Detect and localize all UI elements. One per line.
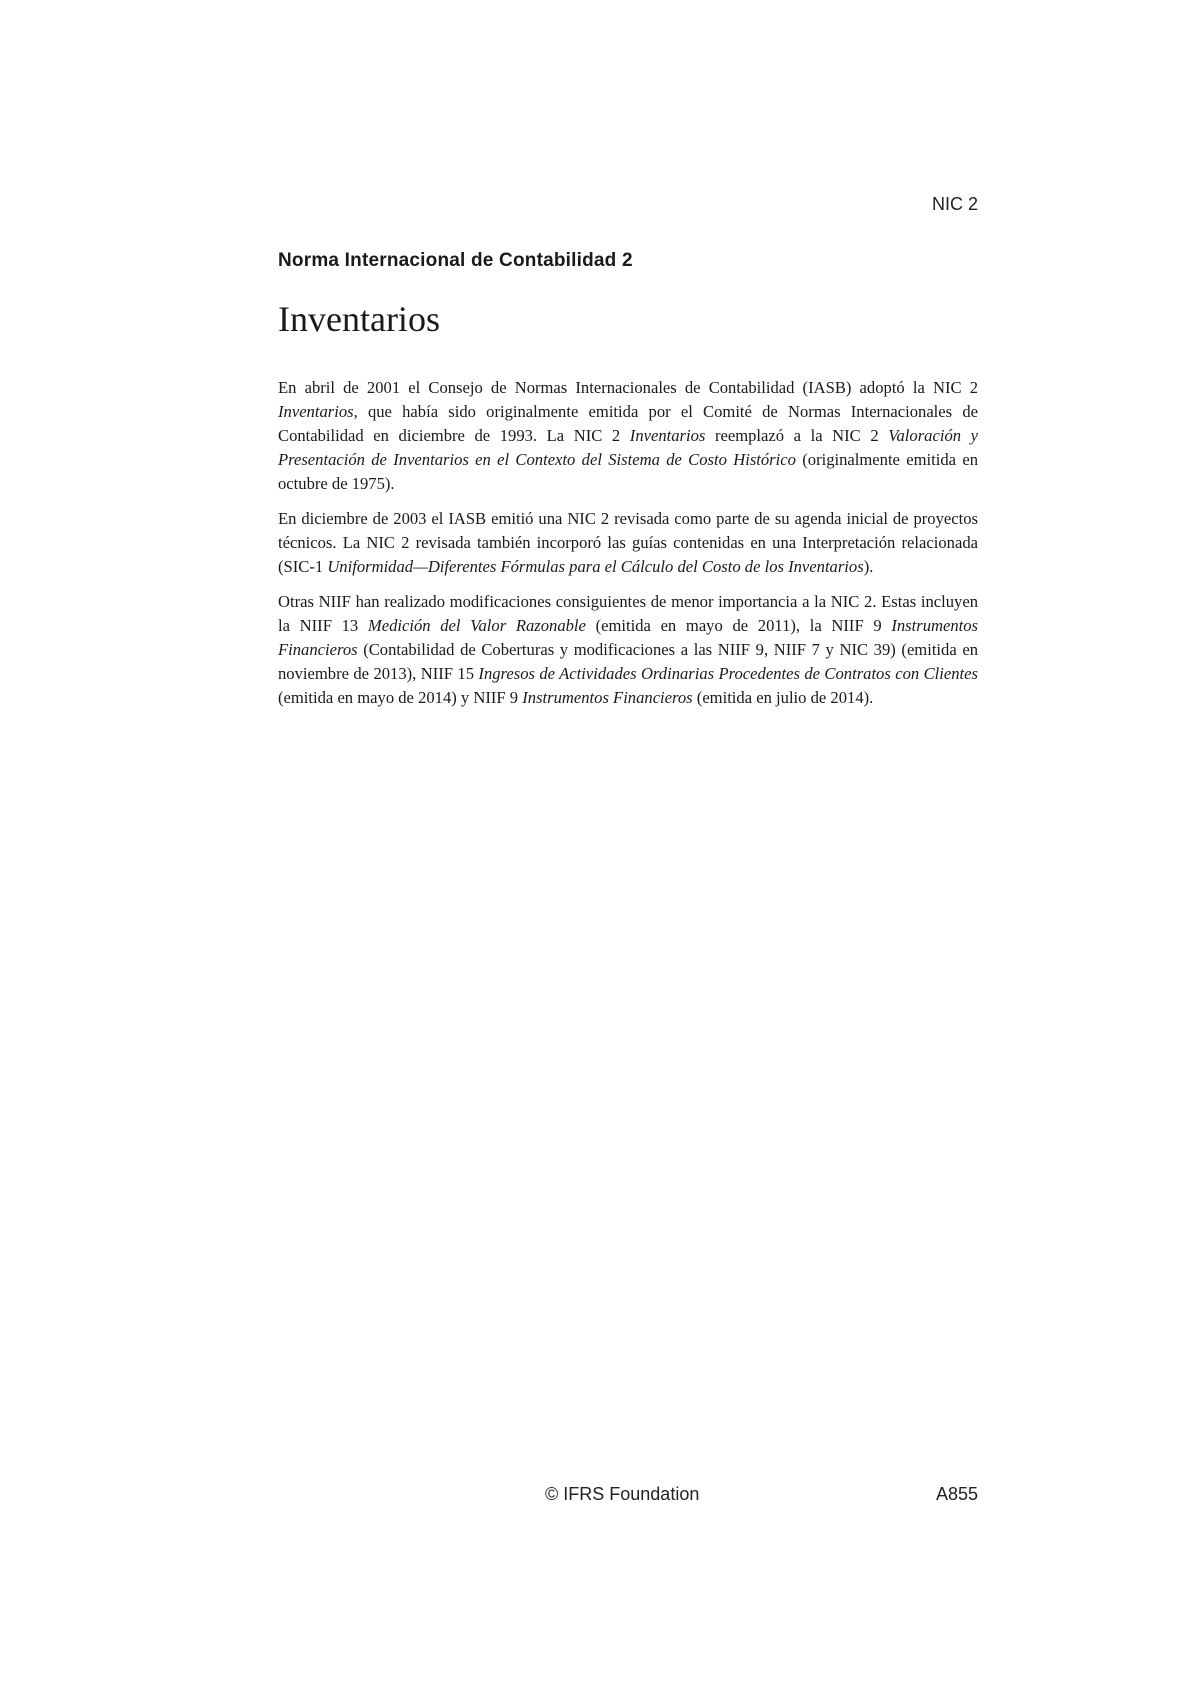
text-run: (Contabilidad de Coberturas y modificaciones a las NIIF 9, NIIF 7 y NIC 39) (emitida en noviembre de 2013), NIIF 15 (278, 640, 978, 683)
italic-title-run: Inventarios (629, 426, 706, 445)
text-run: (emitida en julio de 2014). (692, 688, 874, 707)
italic-title-run: Medición del Valor Razonable (367, 616, 586, 635)
text-run: reemplazó a la NIC 2 (705, 426, 889, 445)
text-run: Otras NIIF han realizado modificaciones consiguientes de menor importancia a la NIC 2. Estas incluyen la NIIF 13 (278, 592, 978, 635)
text-run: En diciembre de 2003 el IASB emitió una NIC 2 revisada como parte de su agenda inicial de proyectos técnicos. La NIC 2 revisada también incorporó las guías contenidas en una Interpretación relacionada (SIC-1 (278, 509, 978, 576)
text-run: (emitida en mayo de 2011), la NIIF 9 (585, 616, 892, 635)
page-title: Inventarios (278, 299, 440, 339)
italic-title-run: Inventarios (278, 402, 354, 421)
copyright-notice: © IFRS Foundation (545, 1484, 700, 1504)
text-run: (emitida en mayo de 2014) y NIIF 9 (278, 688, 523, 707)
italic-title-run: Valoración y Presentación de Inventarios en el Contexto del Sistema de Costo Histórico (278, 426, 978, 469)
italic-title-run: Ingresos de Actividades Ordinarias Procedentes de Contratos con Clientes (478, 664, 978, 683)
standard-name-heading: Norma Internacional de Contabilidad 2 (278, 250, 633, 271)
intro-paragraph-2 (278, 507, 978, 579)
italic-title-run: Uniformidad—Diferentes Fórmulas para el Cálculo del Costo de los Inventarios (327, 557, 864, 576)
main-content (278, 250, 978, 721)
intro-paragraph-3 (278, 590, 978, 710)
text-run: ). (863, 557, 874, 576)
italic-title-run: Instrumentos Financieros (278, 616, 978, 659)
page-number: A855 (935, 1484, 978, 1504)
intro-paragraph-1 (278, 376, 978, 496)
text-run: (originalmente emitida en octubre de 1975). (278, 450, 978, 493)
text-run: En abril de 2001 el Consejo de Normas Internacionales de Contabilidad (IASB) adoptó la NIC 2 (278, 378, 978, 397)
text-run: , que había sido originalmente emitida por el Comité de Normas Internacionales de Contabilidad en diciembre de 1993. La NIC 2 (278, 402, 978, 445)
running-head: NIC 2 (931, 194, 978, 214)
italic-title-run: Instrumentos Financieros (522, 688, 693, 707)
